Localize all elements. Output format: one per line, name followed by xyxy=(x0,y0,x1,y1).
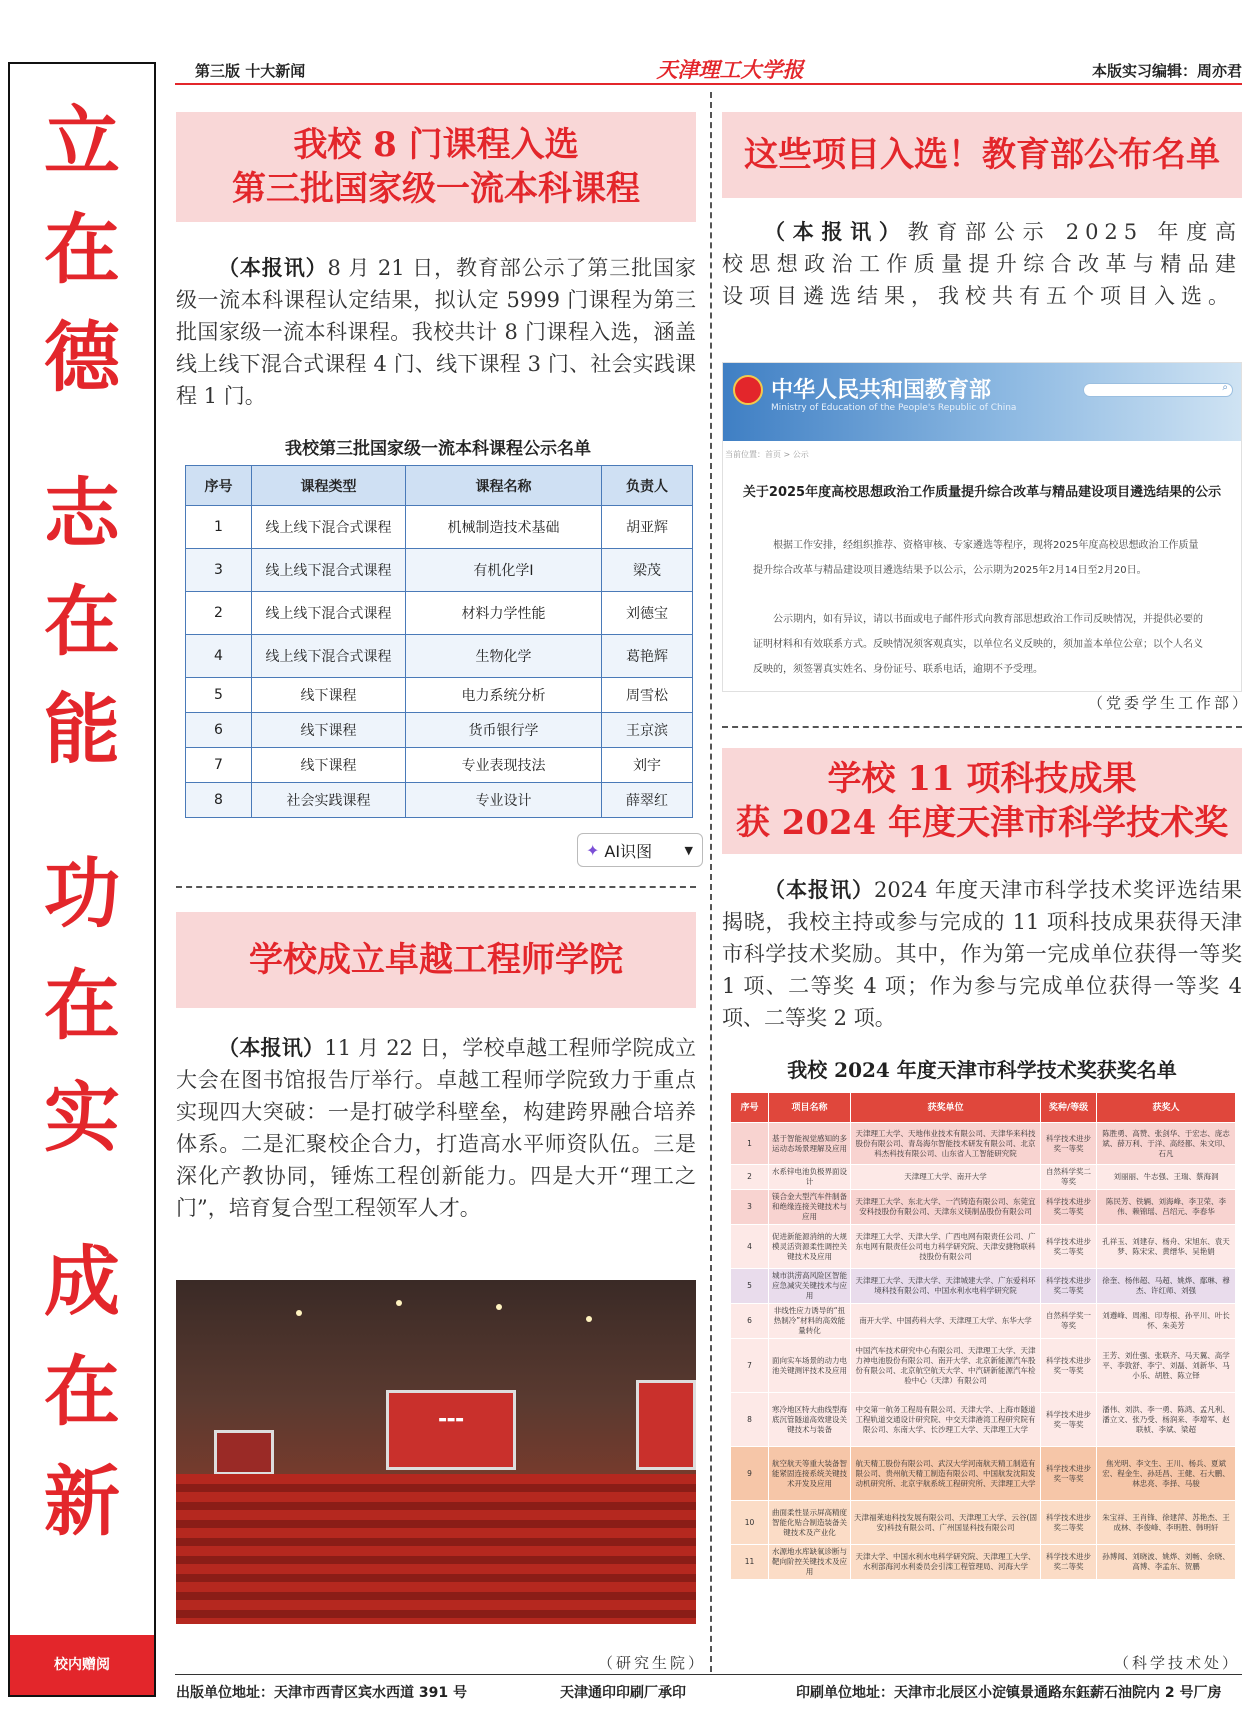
table-row xyxy=(186,713,693,748)
table-cell: 专业表现技法 xyxy=(406,748,602,783)
moe-english-name: Ministry of Education of the People's Republic of China xyxy=(771,403,1017,413)
table-cell: 陈民芳、铁辆、刘海峰、李卫荣、李伟、赖锦瑶、吕绍元、李春华 xyxy=(1097,1190,1236,1225)
side-screen xyxy=(636,1380,696,1470)
news-tag: （本报讯） xyxy=(218,256,328,280)
table-row xyxy=(731,1269,1236,1304)
table-cell: 科学技术进步奖一等奖 xyxy=(1041,1123,1097,1165)
news-tag: （本报讯） xyxy=(218,1036,325,1060)
table-header: 获奖人 xyxy=(1097,1093,1236,1123)
moe-search-box xyxy=(1083,383,1233,397)
article-body-text: 8 月 21 日，教育部公示了第三批国家级一流本科课程认定结果，拟认定 5999 门课程为第三批国家级一流本科课程。我校共计 8 门课程入选，涵盖线上线下混合式课程 4 门、线下课程 3 门、社会实践课程 1 门。 xyxy=(176,256,696,408)
table-cell: 2 xyxy=(186,592,252,635)
table-cell: 11 xyxy=(731,1545,769,1580)
article-body-moe-list xyxy=(722,216,1242,312)
news-tag: （本报讯） xyxy=(764,220,908,244)
table-cell: 刘宇 xyxy=(602,748,693,783)
slogan-char: 志 xyxy=(44,469,120,558)
moe-banner xyxy=(723,363,1241,441)
headline-line: 第三批国家级一流本科课程 xyxy=(232,169,640,209)
table-cell: 促进新能源消纳的大规模灵活资源柔性调控关键技术及应用 xyxy=(769,1225,851,1269)
table-cell: 科学技术进步奖一等奖 xyxy=(1041,1339,1097,1393)
table-cell: 陈胜勇、高赞、张剑华、于宏志、庞志斌、薛万利、于洋、高经都、朱文印、石凡 xyxy=(1097,1123,1236,1165)
table-row xyxy=(186,678,693,713)
table-header: 负责人 xyxy=(602,466,693,506)
table-header: 获奖单位 xyxy=(851,1093,1041,1123)
table-cell: 潘伟、刘洪、李一勇、陈鸿、孟凡利、潘立文、张乃受、杨润来、李增军、赵联桢、李斌、梁超 xyxy=(1097,1393,1236,1447)
auditorium-seats xyxy=(176,1474,696,1624)
article-headline-moe-list xyxy=(722,112,1242,198)
section-divider xyxy=(722,726,1242,728)
table-cell: 生物化学 xyxy=(406,635,602,678)
article-body-text: 11 月 22 日，学校卓越工程师学院成立大会在图书馆报告厅举行。卓越工程师学院致力于重点实现四大突破：一是打破学科壁垒，构建跨界融合培养体系。二是汇聚校企合力，打造高水平师资队伍。三是深化产教协同，锤炼工程创新能力。四是大开“理工之门”，培育复合型工程领军人才。 xyxy=(176,1036,697,1220)
chevron-down-icon: ▼ xyxy=(684,843,693,857)
table-cell: 科学技术进步奖二等奖 xyxy=(1041,1225,1097,1269)
table-cell: 天津福莱迪科技发展有限公司、天津理工大学、云谷(固安)科技有限公司、广州国显科技有限公司 xyxy=(851,1501,1041,1545)
table-cell: 线上线下混合式课程 xyxy=(252,506,406,549)
table-cell: 刘遵峰、周湘、印寿根、孙平川、叶长怀、朱美芳 xyxy=(1097,1304,1236,1339)
table-header: 项目名称 xyxy=(769,1093,851,1123)
moe-notice-screenshot xyxy=(722,362,1242,692)
table-cell: 科学技术进步奖一等奖 xyxy=(1041,1447,1097,1501)
page-section-label: 第三版 十大新闻 xyxy=(195,62,306,80)
section-divider xyxy=(176,886,696,888)
headline-line: 我校 8 门课程入选 xyxy=(293,125,579,165)
table-header: 序号 xyxy=(731,1093,769,1123)
table-cell: 航空航天等重大装备智能紧固连接系统关键技术开发及应用 xyxy=(769,1447,851,1501)
table-cell: 孔祥玉、刘建存、杨舟、宋旭东、袁天梦、陈宋宋、黄缙华、吴艳娟 xyxy=(1097,1225,1236,1269)
table-cell: 科学技术进步奖二等奖 xyxy=(1041,1545,1097,1580)
table-row xyxy=(186,506,693,549)
table-row xyxy=(731,1393,1236,1447)
article-body-text: 2024 年度天津市科学技术奖评选结果揭晓，我校主持或参与完成的 11 项科技成果获得天津市科学技术奖励。其中，作为第一完成单位获得一等奖 1 项、二等奖 4 项；作为参与完成单位获得一等奖 4 项、二等奖 2 项。 xyxy=(722,878,1242,1030)
table-header: 课程名称 xyxy=(406,466,602,506)
table-cell: 5 xyxy=(186,678,252,713)
table-cell: 线上线下混合式课程 xyxy=(252,549,406,592)
table-cell: 孙博闻、刘晓波、姚烨、刘畅、余晓、高博、李孟东、贺鹏 xyxy=(1097,1545,1236,1580)
table-cell: 线上线下混合式课程 xyxy=(252,592,406,635)
table-cell: 科学技术进步奖二等奖 xyxy=(1041,1190,1097,1225)
article-body-courses xyxy=(176,252,696,412)
notice-title: 关于2025年度高校思想政治工作质量提升综合改革与精品建设项目遴选结果的公示 xyxy=(742,485,1222,500)
notice-paragraph: 公示期内，如有异议，请以书面或电子邮件形式向教育部思想政治工作司反映情况，并提供必要的证明材料和有效联系方式。反映情况须客观真实，以单位名义反映的，须加盖本单位公章；以个人名义反映的，须签署真实姓名、身份证号、联系电话，逾期不予受理。 xyxy=(753,614,1203,675)
table-cell: 自然科学奖二等奖 xyxy=(1041,1165,1097,1190)
table-cell: 焦光明、李文生、王川、杨兵、夏斌宏、程金生、孙廷昌、王健、石大鹏、林忠亮、李择、马骏 xyxy=(1097,1447,1236,1501)
table-cell: 7 xyxy=(731,1339,769,1393)
projection-screen xyxy=(386,1390,516,1470)
article-body-text: 教育部公示 2025 年度高校思想政治工作质量提升综合改革与精品建设项目遴选结果，我校共有五个项目入选。 xyxy=(722,220,1243,308)
table-cell: 天津理工大学、天津大学、广西电网有限责任公司、广东电网有限责任公司电力科学研究院、天津安捷物联科技股份有限公司 xyxy=(851,1225,1041,1269)
table-cell: 城市洪涝高风险区智能应急减灾关键技术与应用 xyxy=(769,1269,851,1304)
article-body-engineer-college xyxy=(176,1032,696,1224)
ai-recognize-button[interactable] xyxy=(577,833,703,867)
table-cell: 薛翠红 xyxy=(602,783,693,818)
national-emblem-icon xyxy=(733,375,763,405)
table-row xyxy=(186,592,693,635)
table-cell: 4 xyxy=(731,1225,769,1269)
sparkle-icon: ✦ xyxy=(586,840,600,860)
slogan-char: 在 xyxy=(44,961,120,1050)
table-header: 课程类型 xyxy=(252,466,406,506)
table-cell: 货币银行学 xyxy=(406,713,602,748)
award-table-panel xyxy=(722,1050,1242,1630)
table-cell: 南开大学、中国药科大学、天津理工大学、东华大学 xyxy=(851,1304,1041,1339)
table-cell: 有机化学Ⅰ xyxy=(406,549,602,592)
table-row xyxy=(186,549,693,592)
table-cell: 王京滨 xyxy=(602,713,693,748)
table-cell: 机械制造技术基础 xyxy=(406,506,602,549)
table-row xyxy=(186,783,693,818)
ceremony-photo xyxy=(176,1280,696,1624)
table-cell: 寒冷地区特大曲线型海底沉管隧道高效建设关键技术与装备 xyxy=(769,1393,851,1447)
table-row xyxy=(731,1190,1236,1225)
ceiling-light xyxy=(586,1316,592,1322)
table-cell: 线上线下混合式课程 xyxy=(252,635,406,678)
table-row xyxy=(731,1339,1236,1393)
table-cell: 胡亚辉 xyxy=(602,506,693,549)
table-cell: 面向实车场景的动力电池关键测评技术及应用 xyxy=(769,1339,851,1393)
table-cell: 10 xyxy=(731,1501,769,1545)
complimentary-badge: 校内赠阅 xyxy=(10,1635,154,1695)
table-cell: 天津理工大学、东北大学、一汽铸造有限公司、东莞宜安科技股份有限公司、天津东义镁制品股份有限公司 xyxy=(851,1190,1041,1225)
ai-button-label: AI识图 xyxy=(604,841,653,861)
source-credit: （研究生院） xyxy=(598,1654,707,1672)
table-cell: 科学技术进步奖一等奖 xyxy=(1041,1393,1097,1447)
table-cell: 1 xyxy=(186,506,252,549)
table-cell: 航天精工股份有限公司、武汉大学河南航天精工制造有限公司、贵州航天精工制造有限公司、中国航发沈阳发动机研究所、北京宇航系统工程研究所、天津理工大学 xyxy=(851,1447,1041,1501)
article-headline-tech-awards xyxy=(722,748,1242,854)
table-cell: 3 xyxy=(186,549,252,592)
source-credit: （党委学生工作部） xyxy=(1088,694,1251,712)
course-table xyxy=(185,465,693,818)
table-cell: 2 xyxy=(731,1165,769,1190)
slogan-char: 在 xyxy=(44,577,120,666)
screen-graphic: ▬▬▬ xyxy=(438,1415,464,1425)
slogan-char: 新 xyxy=(44,1457,120,1546)
table-cell: 自然科学奖一等奖 xyxy=(1041,1304,1097,1339)
table-header: 奖种/等级 xyxy=(1041,1093,1097,1123)
table-cell: 非线性应力诱导的“扭热制冷”材料的高效能量转化 xyxy=(769,1304,851,1339)
side-screen xyxy=(214,1430,274,1475)
table-cell: 5 xyxy=(731,1269,769,1304)
table-cell: 材料力学性能 xyxy=(406,592,602,635)
printer-name: 天津通印印刷厂承印 xyxy=(560,1685,686,1701)
table-cell: 6 xyxy=(731,1304,769,1339)
ceiling-light xyxy=(496,1304,502,1310)
table-cell: 天津理工大学、南开大学 xyxy=(851,1165,1041,1190)
table-cell: 梁茂 xyxy=(602,549,693,592)
breadcrumb: 当前位置：首页 > 公示 xyxy=(725,450,809,459)
table-cell: 刘德宝 xyxy=(602,592,693,635)
table-cell: 8 xyxy=(186,783,252,818)
ceiling-light xyxy=(296,1310,302,1316)
table-cell: 朱宝祥、王肖锋、徐建萍、苏艳杰、王成林、李俊峰、李明胜、韩明轩 xyxy=(1097,1501,1236,1545)
source-credit: （科学技术处） xyxy=(1114,1654,1241,1672)
slogan-char: 成 xyxy=(44,1237,120,1326)
table-cell: 刘丽丽、牛志强、王瑞、蔡海洞 xyxy=(1097,1165,1236,1190)
page-editor: 本版实习编辑：周亦君 xyxy=(1091,62,1242,80)
table-row xyxy=(731,1501,1236,1545)
course-table-title: 我校第三批国家级一流本科课程公示名单 xyxy=(285,439,591,459)
slogan-char: 实 xyxy=(44,1073,120,1162)
slogan-char: 德 xyxy=(44,313,120,402)
table-cell: 科学技术进步奖二等奖 xyxy=(1041,1501,1097,1545)
printer-address: 印刷单位地址：天津市北辰区小淀镇景通路东鈺薪石油院内 2 号厂房 xyxy=(796,1685,1222,1701)
table-header: 序号 xyxy=(186,466,252,506)
article-body-tech-awards xyxy=(722,874,1242,1034)
headline-line: 学校 11 项科技成果 xyxy=(827,759,1137,799)
slogan-char: 在 xyxy=(44,1347,120,1436)
article-headline-engineer-college xyxy=(176,912,696,1008)
header-rule xyxy=(175,83,1242,85)
table-row xyxy=(186,748,693,783)
table-cell: 天津理工大学、天地伟业技术有限公司、天津华来科技股份有限公司、青岛海尔智能技术研发有限公司、北京科杰科技有限公司、山东省人工智能研究院 xyxy=(851,1123,1041,1165)
newspaper-title: 天津理工大学报 xyxy=(656,57,804,82)
table-row xyxy=(731,1304,1236,1339)
table-cell: 8 xyxy=(731,1393,769,1447)
table-cell: 水源地水库缺氧诊断与靶向阶控关键技术及应用 xyxy=(769,1545,851,1580)
headline-line: 学校成立卓越工程师学院 xyxy=(249,940,623,980)
footer-rule xyxy=(175,1674,1242,1675)
notice-paragraph: 根据工作安排，经组织推荐、资格审核、专家遴选等程序，现将2025年度高校思想政治工作质量提升综合改革与精品建设项目遴选结果予以公示，公示期为2025年2月14日至2月20日。 xyxy=(753,540,1199,576)
table-cell: 7 xyxy=(186,748,252,783)
slogan-char: 能 xyxy=(44,685,120,774)
table-cell: 镁合金大型汽车件制备和绝缘连接关键技术与应用 xyxy=(769,1190,851,1225)
publisher-address: 出版单位地址：天津市西青区宾水西道 391 号 xyxy=(176,1685,467,1701)
table-cell: 3 xyxy=(731,1190,769,1225)
column-divider xyxy=(710,92,712,1672)
slogan-char: 在 xyxy=(44,205,120,294)
table-row xyxy=(731,1545,1236,1580)
table-cell: 中国汽车技术研究中心有限公司、天津理工大学、天津力神电池股份有限公司、南开大学、北京新能源汽车股份有限公司、北京航空航天大学、中汽研新能源汽车检验中心（天津）有限公司 xyxy=(851,1339,1041,1393)
course-table-panel xyxy=(176,420,700,830)
ceiling-light xyxy=(396,1300,402,1306)
table-cell: 葛艳辉 xyxy=(602,635,693,678)
award-table xyxy=(730,1092,1236,1580)
news-tag: （本报讯） xyxy=(764,878,874,902)
table-cell: 基于智能视觉感知的多运动态场景理解及应用 xyxy=(769,1123,851,1165)
table-row xyxy=(731,1123,1236,1165)
slogan-column xyxy=(8,62,156,1697)
table-cell: 电力系统分析 xyxy=(406,678,602,713)
table-cell: 线下课程 xyxy=(252,678,406,713)
table-cell: 周雪松 xyxy=(602,678,693,713)
table-cell: 科学技术进步奖二等奖 xyxy=(1041,1269,1097,1304)
table-cell: 6 xyxy=(186,713,252,748)
table-row xyxy=(731,1165,1236,1190)
table-cell: 线下课程 xyxy=(252,748,406,783)
table-cell: 专业设计 xyxy=(406,783,602,818)
award-table-title: 我校 2024 年度天津市科学技术奖获奖名单 xyxy=(787,1058,1177,1082)
headline-line: 获 2024 年度天津市科学技术奖 xyxy=(735,803,1229,843)
table-cell: 线下课程 xyxy=(252,713,406,748)
table-cell: 中交第一航务工程局有限公司、天津大学、上海市隧道工程轨道交通设计研究院、中交天津港湾工程研究院有限公司、东南大学、长沙理工大学、天津理工大学 xyxy=(851,1393,1041,1447)
table-row xyxy=(186,635,693,678)
table-row xyxy=(731,1447,1236,1501)
table-cell: 徐奎、杨伟超、马超、姚烨、鄢琳、穆杰、许红师、刘强 xyxy=(1097,1269,1236,1304)
slogan-char: 立 xyxy=(44,97,120,186)
search-icon: ⌕ xyxy=(1222,382,1228,393)
table-cell: 天津大学、中国水利水电科学研究院、天津理工大学、水利部海河水利委员会引滦工程管理局、河海大学 xyxy=(851,1545,1041,1580)
table-row xyxy=(731,1225,1236,1269)
table-cell: 社会实践课程 xyxy=(252,783,406,818)
headline-line: 这些项目入选！教育部公布名单 xyxy=(744,135,1220,175)
moe-name: 中华人民共和国教育部 xyxy=(771,378,992,403)
article-headline-courses xyxy=(176,112,696,222)
slogan-char: 功 xyxy=(44,849,120,938)
table-cell: 水系锌电池负极界面设计 xyxy=(769,1165,851,1190)
table-cell: 曲面柔性显示屏高精度智能化贴合制造装备关键技术及产业化 xyxy=(769,1501,851,1545)
table-cell: 4 xyxy=(186,635,252,678)
table-cell: 1 xyxy=(731,1123,769,1165)
table-cell: 天津理工大学、天津大学、天津城建大学、广东爱科环境科技有限公司、中国水利水电科学研究院 xyxy=(851,1269,1041,1304)
table-cell: 王芳、刘仕强、张联齐、马天翼、高学平、李敦舒、李宁、刘磊、刘新华、马小乐、胡胜、陈立铎 xyxy=(1097,1339,1236,1393)
table-cell: 9 xyxy=(731,1447,769,1501)
